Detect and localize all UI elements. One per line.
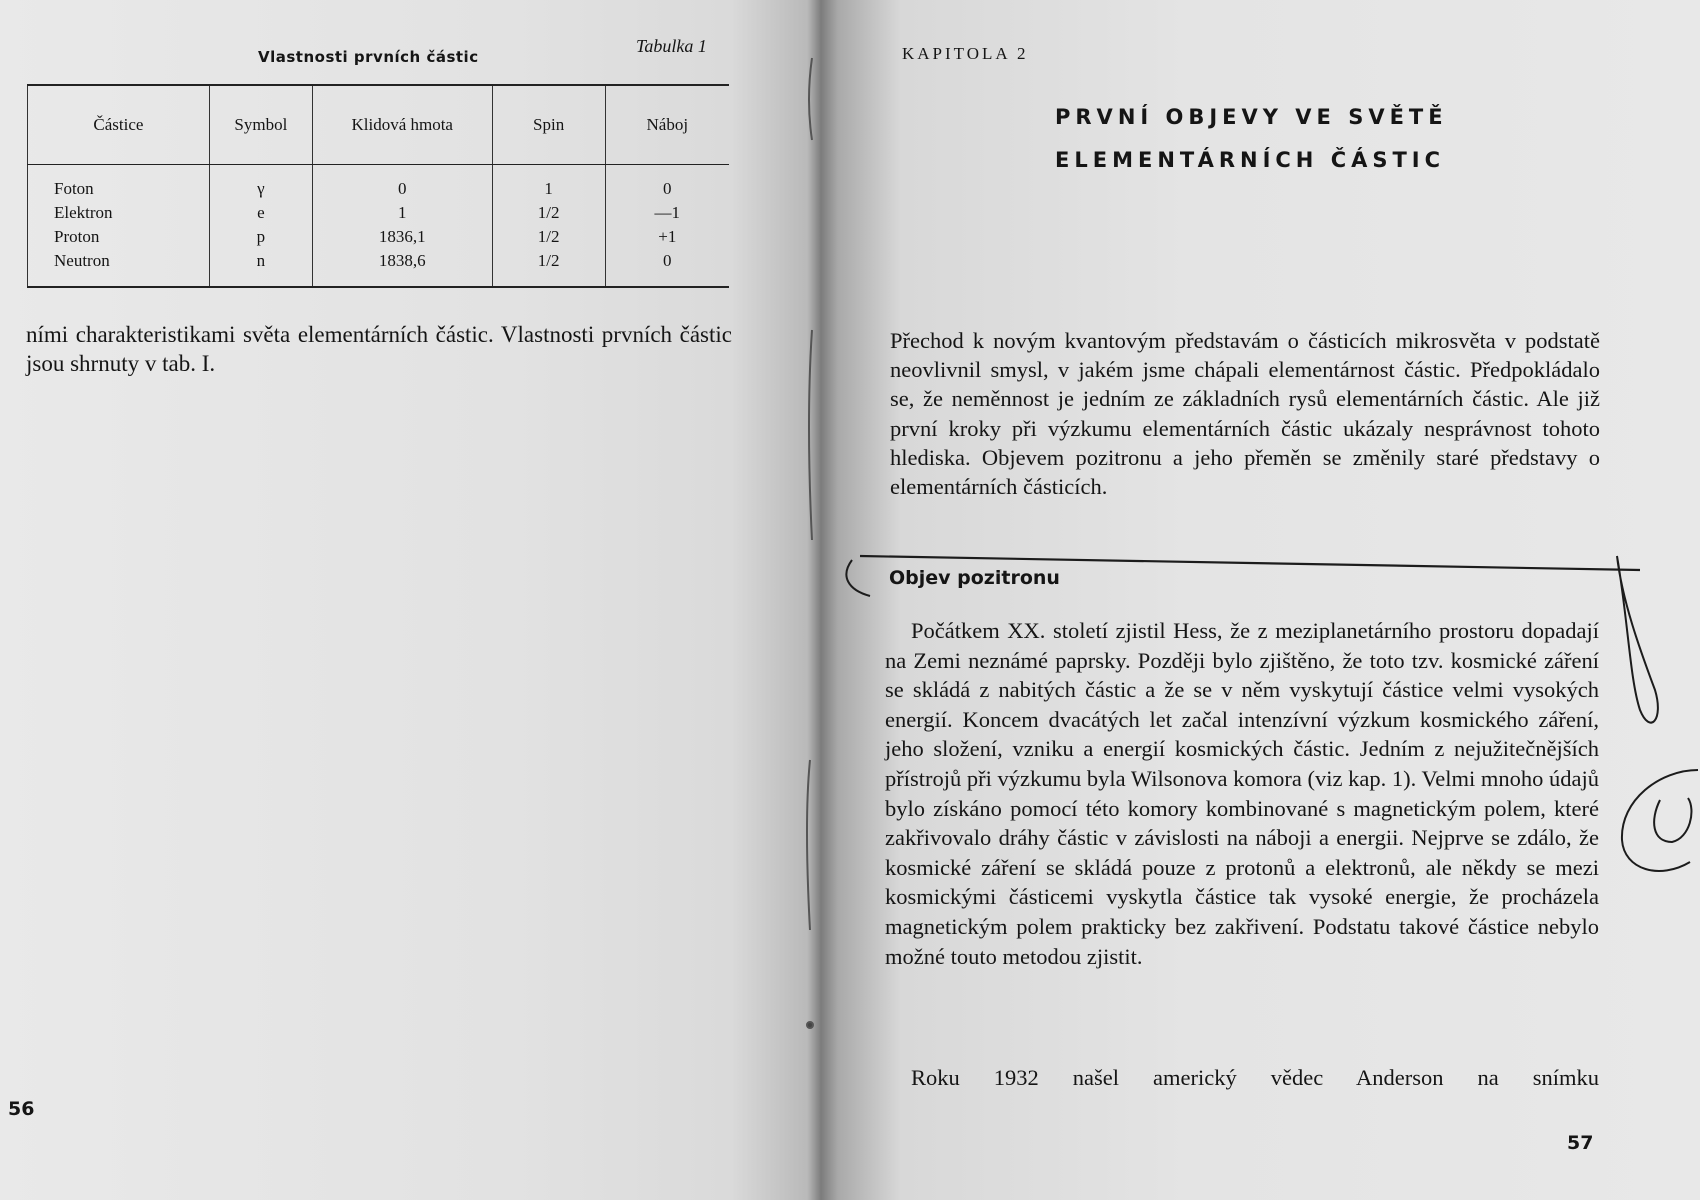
- table-cell: e: [257, 203, 265, 222]
- charge-column: [605, 165, 729, 288]
- table-header-cell: Částice: [28, 85, 210, 165]
- table-row: [28, 165, 730, 288]
- table-cell: p: [256, 227, 266, 246]
- table-cell: Elektron: [54, 203, 113, 222]
- particles-table: [27, 84, 729, 288]
- intro-paragraph: Přechod k novým kvantovým představám o částicích mikrosvěta v podstatě neovlivnil smysl, v jakém jsme chápali elementárnost částic. Předpokládalo se, že neměnnost je jedním ze základních rysů elementárních částic. Ale již první kroky při výzkumu elementárních částic ukázaly nesprávnost tohoto hlediska. Objevem pozitronu a jeho přeměn se změnily staré představy o elementárních částicích.: [890, 328, 1600, 500]
- table-title: Vlastnosti prvních částic: [258, 48, 479, 66]
- table-cell: 1: [397, 203, 407, 222]
- table-label: Tabulka 1: [636, 36, 707, 56]
- table-header-row: [28, 85, 730, 165]
- table-cell: +1: [658, 227, 677, 246]
- particle-names-column: [28, 165, 210, 288]
- table-header-cell: Spin: [492, 85, 605, 165]
- page-number-right: 57: [1567, 1132, 1594, 1154]
- table-cell: 0: [663, 251, 672, 270]
- chapter-title: [1055, 96, 1448, 182]
- table-cell: n: [256, 251, 266, 270]
- table-cell: 1836,1: [378, 227, 426, 246]
- body-paragraph: Počátkem XX. století zjistil Hess, že z meziplanetárního prostoru dopadají na Zemi neznámé paprsky. Později bylo zjištěno, že toto tzv. kosmické záření se skládá z nabitých částic a že se v něm vyskytují částice velmi vysokých energií. Koncem dvacátých let začal intenzívní výzkum kosmického záření, jeho složení, vzniku a energií kosmických částic. Jedním z nejužitečnějších přístrojů při výzkumu byla Wilsonova komora (viz kap. 1). Velmi mnoho údajů bylo získáno pomocí této komory kombinované s magnetickým polem, které zakřivovalo dráhy částic v závislosti na náboji a energii. Nejprve se zdálo, že kosmické záření se skládá pouze z protonů a elektronů, ale někdy se mezi kosmickými částicemi vyskytla částice tak vysoké energie, že procházela magnetickým polem prakticky bez zakřivení. Podstatu takové částice nebylo možné touto metodou zjistit.: [885, 618, 1599, 969]
- table-cell: 1: [544, 179, 553, 198]
- table-cell: 0: [397, 179, 407, 198]
- left-page: [0, 0, 805, 1200]
- table-cell: 1/2: [537, 251, 560, 270]
- body-paragraph-continued: Roku 1932 našel americký vědec Anderson na snímku: [911, 1065, 1599, 1090]
- rest-mass-column: [312, 165, 492, 288]
- table-header-cell: Symbol: [209, 85, 312, 165]
- table-cell: 1/2: [537, 203, 560, 222]
- section-heading: Objev pozitronu: [889, 567, 1060, 589]
- table-cell: 1/2: [537, 227, 560, 246]
- page-number-left: 56: [8, 1098, 35, 1120]
- symbol-column: [209, 165, 312, 288]
- chapter-title-line: ELEMENTÁRNÍCH ČÁSTIC: [1055, 148, 1446, 172]
- table-cell: Proton: [54, 227, 100, 246]
- chapter-label: KAPITOLA 2: [902, 44, 1029, 63]
- table-cell: Neutron: [54, 251, 110, 270]
- right-page: [805, 0, 1700, 1200]
- table-cell: 0: [663, 179, 672, 198]
- left-page-paragraph: ními charakteristikami světa elementárních částic. Vlastnosti prvních částic jsou shrnuty v tab. I.: [26, 322, 732, 376]
- table-cell: γ: [257, 179, 265, 198]
- table-cell: Foton: [54, 179, 94, 198]
- table-header-cell: Náboj: [605, 85, 729, 165]
- table-header-cell: Klidová hmota: [312, 85, 492, 165]
- table-cell: —1: [654, 203, 681, 222]
- chapter-title-line: PRVNÍ OBJEVY VE SVĚTĚ: [1055, 105, 1448, 129]
- spin-column: [492, 165, 605, 288]
- table-cell: 1838,6: [378, 251, 426, 270]
